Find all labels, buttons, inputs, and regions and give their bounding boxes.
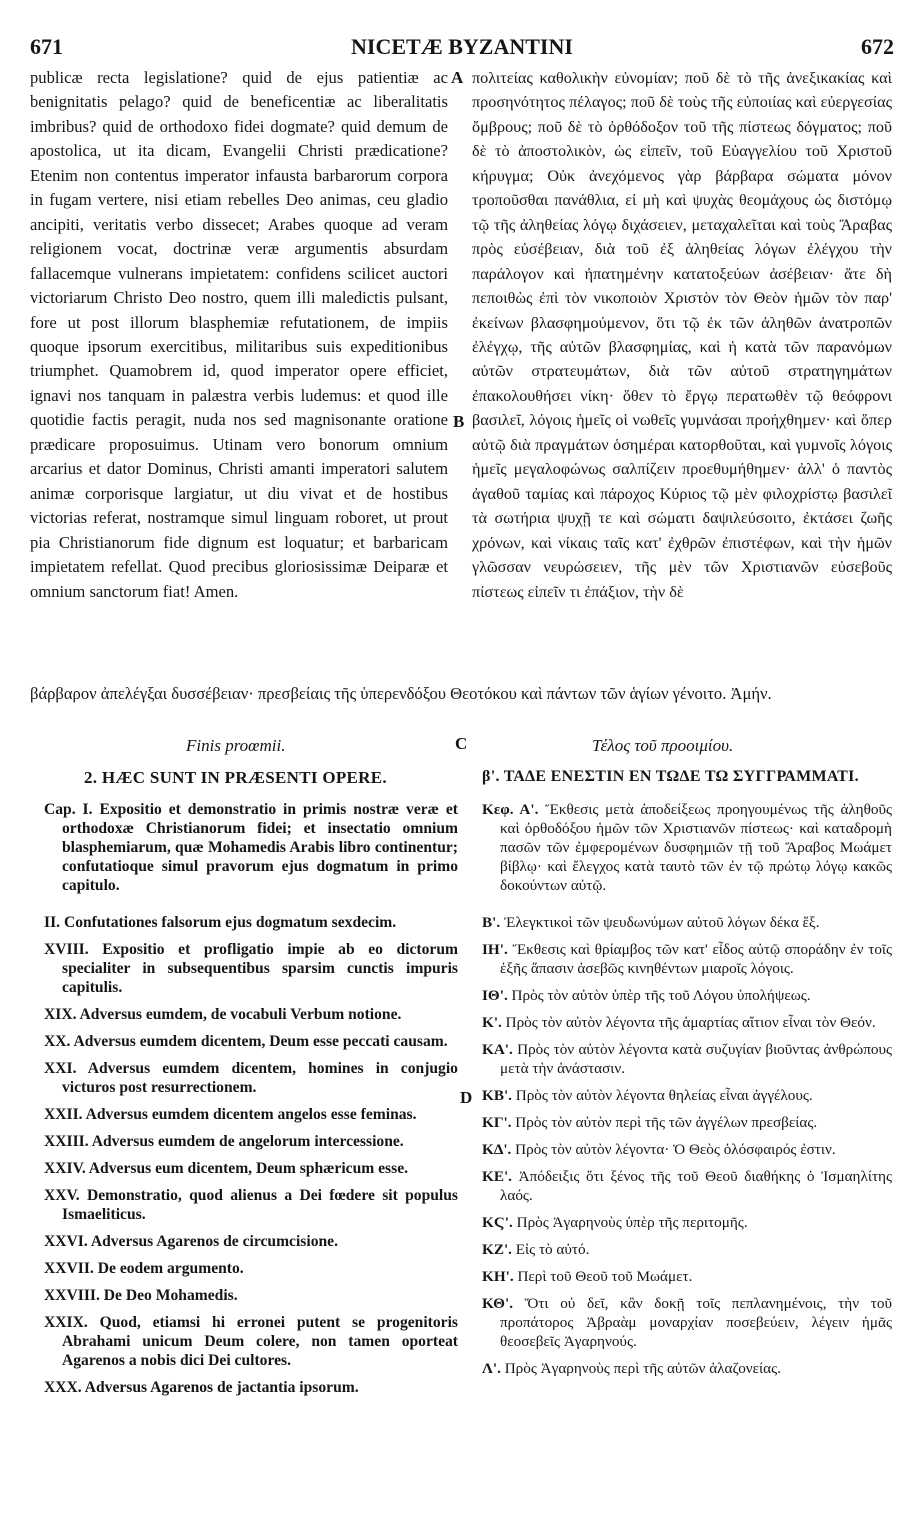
list-item: XXVIII. De Deo Mohamedis. — [44, 1287, 238, 1304]
list-item: XVIII. Expositio et profligatio impie ab eo dictorum specialiter in subsequentibus sparsim cunctis impuris capitulis. — [44, 941, 458, 996]
running-title: NICETÆ BYZANTINI — [351, 34, 573, 59]
list-item: Λ'. Πρὸς Ἀγαρηνοὺς περὶ τῆς αὐτῶν ἀλαζονείας. — [482, 1360, 781, 1377]
list-item: II. Confutationes falsorum ejus dogmatum sexdecim. — [44, 914, 397, 931]
greek-paragraph: πολιτείας καθολικὴν εὐνομίαν; ποῦ δὲ τὸ τῆς ἀνεξικακίας καὶ προσηνότητος πέλαγος; ποῦ δὲ τοὺς τῆς εὐποιίας καὶ εὐεργεσίας ὄμβρους; ποῦ δὲ τὸ ὀρθόδοξον τοῦ τῆς πίστεως δόγματος; ποῦ δὲ τὸ ἀποστολικὸν, ὡς εἰπεῖν, τοῦ Εὐαγγελίου τοῦ Χριστοῦ κήρυγμα; Οὐκ ἀνεχόμενος γὰρ βάρβαρα σώματα μόνον τροποῦσθαι πανάθλια, εἰ μὴ καὶ ψυχὰς θεομάχους ὡς διστόμῳ τῷ τῆς ἀληθείας λόγῳ διχάσειεν, μεταχαλεῖται καὶ τοὺς Ἄραβας πρὸς εὐσέβειαν, διὰ τοῦ ἐξ ἀληθείας λόγων ἐλέγχου τὴν παράλογον καὶ ἠπατημένην κατατοξεύων ἀσέβειαν· ἅτε δὴ πεποιθὼς ἐπὶ τὸν νικοποιὸν Χριστὸν τὸν Θεὸν ἡμῶν τὸν παρ' ἐκείνων βλασφημούμενον, ὅτι τῷ ἐκ τῶν ἀληθῶν ἀνατροπῶν ἐλέγχῳ, τῆς αὐτῶν βλασφημίας, καὶ ἡ κατὰ τῶν παρανόμων αὐτῶν στρατευμάτων, διὰ τῶν αὐτοῦ στρατηγημάτων ἐπακολουθήσει νίκη· ὅθεν τὸ ἔργῳ περατωθὲν τῷ θεόφρονι βασιλεῖ, λόγοις ἡμεῖς οἱ νωθεῖς γυμνάσαι προήχθημεν· καὶ ὅπερ αὐτῷ διὰ πραγμάτων ὁσημέραι κατορθοῦται, καὶ γυμνοῖς λόγοις ἡμεῖς μεγαλοφώνως σαλπίζειν προεθυμήθημεν· ἀλλ' ὁ παντὸς ἀγαθοῦ ταμίας καὶ πάροχος Κύριος τῷ μὲν φιλοχρίστῳ βασιλεῖ τὰ σωτήρια ψυχῇ τε καὶ σώματι δαψιλεύσοιτο, ἐκτάσει ζωῆς χρόνων, καὶ νίκαις ταῖς κατ' ἐχθρῶν ἐπιστέφων, καὶ τὴν ἡμῶν γλῶσσαν νευρώσειεν, τῆς μὲν τῶν Χριστιανῶν εὐσεβοῦς πίστεως εἰπεῖν τι ἐπάξιον, τὴν δὲ — [472, 69, 892, 601]
list-item: XXIX. Quod, etiamsi hi erronei putent se progenitoris Abrahami unicum Deum colere, non tamen oporteat Agarenos a nobis dici Dei cultores. — [44, 1314, 458, 1369]
latin-contents-list — [44, 800, 458, 1405]
greek-column — [472, 66, 892, 604]
list-item: Κ'. Πρὸς τὸν αὐτὸν λέγοντα τῆς ἁμαρτίας αἴτιον εἶναι τὸν Θεόν. — [482, 1014, 876, 1031]
margin-marker-c: C — [455, 734, 468, 753]
section-heading-greek: β'. ΤΑΔΕ ΕΝΕΣΤΙΝ ΕΝ ΤΩΔΕ ΤΩ ΣΥΓΓΡΑΜΜΑΤΙ. — [482, 768, 859, 785]
finis-latin: Finis proœmii. — [186, 736, 286, 755]
list-item: XXII. Adversus eumdem dicentem angelos esse feminas. — [44, 1106, 417, 1123]
greek-continuation-line: βάρβαρον ἀπελέγξαι δυσσέβειαν· πρεσβείαις τῆς ὑπερενδόξου Θεοτόκου καὶ πάντων τῶν ἁγίων γένοιτο. Ἀμήν. — [30, 684, 772, 703]
list-item: XX. Adversus eumdem dicentem, Deum esse peccati causam. — [44, 1033, 448, 1050]
margin-marker-a: A — [451, 68, 464, 87]
list-item: ΚΓ'. Πρὸς τὸν αὐτὸν περὶ τῆς τῶν ἀγγέλων πρεσβείας. — [482, 1114, 818, 1131]
list-item: XXIV. Adversus eum dicentem, Deum sphæricum esse. — [44, 1160, 409, 1177]
list-item: ΙΘ'. Πρὸς τὸν αὐτὸν ὑπὲρ τῆς τοῦ Λόγου ὑπολήψεως. — [482, 987, 811, 1004]
latin-paragraph: publicæ recta legislatione? quid de ejus patientiæ ac benignitatis pelago? quid de beneficentiæ ac liberalitatis imbribus? quid de orthodoxo fidei dogmate? quid demum de apostolica, ut ita dicam, Evangelii Christi prædicatione? Etenim non contentus imperator infausta barbarorum corpora in fugam vertere, nisi etiam rebelles Deo animas, ceu gladio ancipiti, veritatis verbo dissecet; Arabes quoque ad veram religionem vocat, doctrinæ veræ argumentis absurdam fallacemque vulnerans impietatem: confidens scilicet auctori victoriarum Christo Deo nostro, quem illi maledictis pulsant, fore ut post illorum blasphemiæ refutationem, de impiis quoque ipsorum exercitibus, militaribus suis expeditionibus triumphet. Quamobrem id, quod imperator opere efficiet, ignavi nos tanquam in palæstra verbis ludemus: et quod ille quotidie factis peragit, nuda nos sed magnisonante oratione prædicare proposuimus. Utinam vero bonorum omnium arcarius et dator Dominus, Christi amanti imperatori salutem animæ corporisque largiatur, ut diu vivat et de hostibus victorias referat, nostramque simul linguam roboret, ut prout pia Christianorum fide dignum est loquatur; et barbaricam impietatem refellat. Quod precibus gloriosissimæ Deiparæ et omnium sanctorum fiat! Amen. — [30, 68, 448, 601]
greek-contents-list — [482, 800, 892, 1386]
page-number-left: 671 — [30, 34, 63, 59]
list-item: XXI. Adversus eumdem dicentem, homines in conjugio victuros post resurrectionem. — [44, 1060, 458, 1096]
list-item: XXV. Demonstratio, quod alienus a Dei fœdere sit populus Ismaeliticus. — [44, 1187, 458, 1223]
list-item: ΚΔ'. Πρὸς τὸν αὐτὸν λέγοντα· Ὁ Θεὸς ὁλόσφαιρός ἐστιν. — [482, 1141, 836, 1158]
page-number-right: 672 — [861, 34, 894, 59]
list-item: XXVII. De eodem argumento. — [44, 1260, 244, 1277]
list-item: Cap. I. Expositio et demonstratio in primis nostræ veræ et orthodoxæ Christianorum fidei; et insectatio omnium blasphemiarum, quæ Mohamedis Arabis libro continentur; confutatioque simul pravorum ejus dogmatum in primo capitulo. — [44, 801, 458, 894]
list-item: Β'. Ἐλεγκτικοὶ τῶν ψευδωνύμων αὐτοῦ λόγων δέκα ἕξ. — [482, 914, 820, 931]
latin-column — [30, 66, 448, 604]
margin-marker-b: B — [453, 412, 465, 431]
list-item: ΚΗ'. Περὶ τοῦ Θεοῦ τοῦ Μωάμετ. — [482, 1268, 693, 1285]
finis-greek: Τέλος τοῦ προοιμίου. — [592, 736, 734, 755]
list-item: Κεφ. Α'. Ἔκθεσις μετὰ ἀποδείξεως προηγουμένως τῆς ἀληθοῦς καὶ ὀρθοδόξου ἡμῶν τῶν Χριστιανῶν πίστεως· καὶ καταδρομὴ πασῶν τῶν ἐμφερομένων δυσφημιῶν τῇ τοῦ Ἄραβος Μωάμετ βίβλῳ· καὶ ἔλεγχος κατὰ ταυτὸ τῶν ἐν τῷ πρώτῳ λόγῳ κακῶς δοκούντων αὐτῷ. — [482, 801, 892, 894]
list-item: XIX. Adversus eumdem, de vocabuli Verbum notione. — [44, 1006, 402, 1023]
list-item: ΙΗ'. Ἔκθεσις καὶ θρίαμβος τῶν κατ' εἶδος αὐτῷ σποράδην ἐν τοῖς ἑξῆς ἅπασιν ἀσεβῶς κινηθέντων μιαροῖς λόγοις. — [482, 941, 893, 977]
list-item: ΚΖ'. Εἰς τὸ αὐτό. — [482, 1241, 590, 1258]
margin-marker-d: D — [460, 1088, 473, 1107]
list-item: ΚΕ'. Ἀπόδειξις ὅτι ξένος τῆς τοῦ Θεοῦ διαθήκης ὁ Ἰσμαηλίτης λαός. — [482, 1168, 892, 1204]
list-item: ΚΘ'. Ὅτι οὐ δεῖ, κἂν δοκῇ τοῖς πεπλανημένοις, τὴν τοῦ προπάτορος Ἀβραὰμ μοναρχίαν ποσεβεύειν, λέγειν ἡμᾶς θεοσεβεῖς Ἀγαρηνούς. — [482, 1295, 892, 1350]
list-item: XXVI. Adversus Agarenos de circumcisione. — [44, 1233, 338, 1250]
list-item: ΚϚ'. Πρὸς Ἀγαρηνοὺς ὑπὲρ τῆς περιτομῆς. — [482, 1214, 748, 1231]
list-item: ΚΑ'. Πρὸς τὸν αὐτὸν λέγοντα κατὰ συζυγίαν βιοῦντας ἀνθρώπους μετὰ τὴν ἀνάστασιν. — [482, 1041, 893, 1077]
list-item: XXX. Adversus Agarenos de jactantia ipsorum. — [44, 1379, 359, 1396]
section-heading-latin: 2. HÆC SUNT IN PRÆSENTI OPERE. — [84, 768, 387, 787]
list-item: ΚΒ'. Πρὸς τὸν αὐτὸν λέγοντα θηλείας εἶναι ἀγγέλους. — [482, 1087, 813, 1104]
running-header — [30, 34, 894, 64]
list-item: XXIII. Adversus eumdem de angelorum intercessione. — [44, 1133, 404, 1150]
